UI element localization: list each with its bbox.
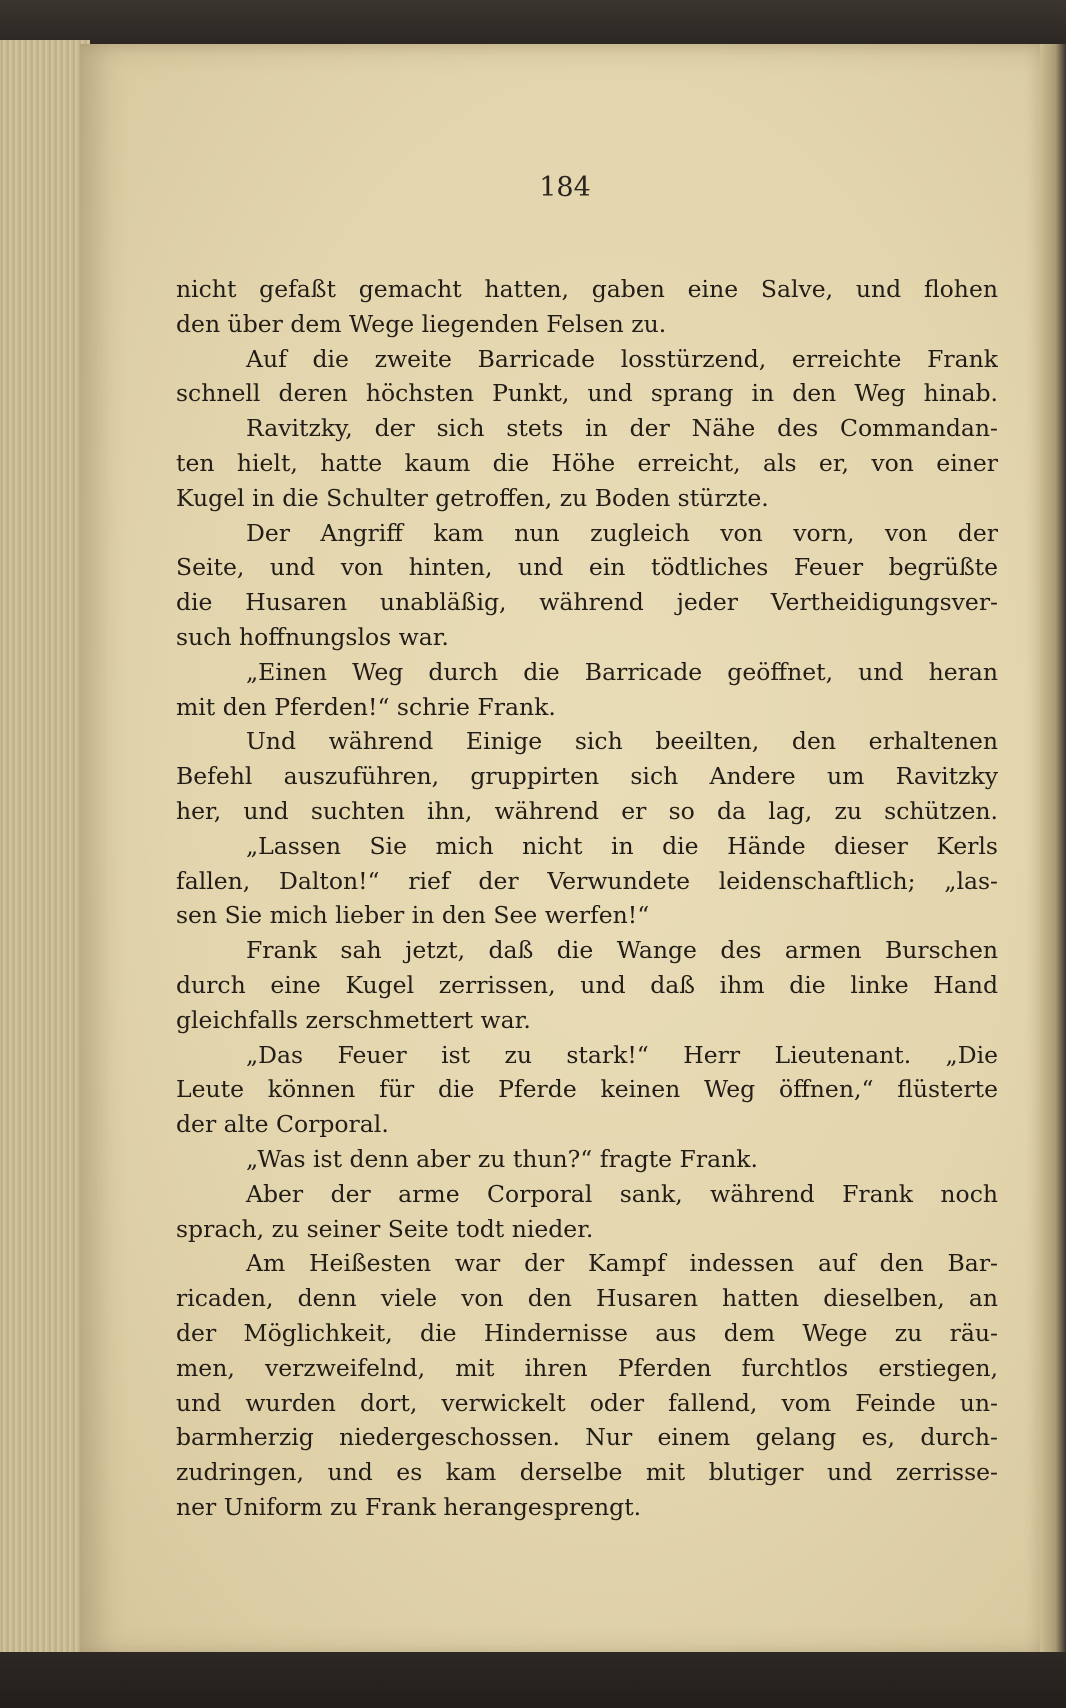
text-line: den über dem Wege liegenden Felsen zu.	[176, 309, 667, 338]
text-line: „Das Feuer ist zu stark!“ Herr Lieutenant. „Die	[246, 1040, 998, 1069]
text-line: such hoffnungslos war.	[176, 622, 449, 651]
text-line: der Möglichkeit, die Hindernisse aus dem Wege zu räu-	[176, 1318, 998, 1347]
text-line: Seite, und von hinten, und ein tödtliches Feuer begrüßte	[176, 553, 998, 582]
text-line: durch eine Kugel zerrissen, und daß ihm die linke Hand	[176, 970, 998, 999]
text-line: barmherzig niedergeschossen. Nur einem gelang es, durch-	[176, 1423, 998, 1452]
text-line: und wurden dort, verwickelt oder fallend, vom Feinde un-	[176, 1388, 998, 1417]
text-line: gleichfalls zerschmettert war.	[176, 1005, 531, 1034]
text-line: „Was ist denn aber zu thun?“ fragte Frank.	[246, 1144, 758, 1173]
text-line: Leute können für die Pferde keinen Weg öffnen,“ flüsterte	[176, 1075, 998, 1104]
text-line: schnell deren höchsten Punkt, und sprang in den Weg hinab.	[176, 379, 998, 408]
text-line: zudringen, und es kam derselbe mit blutiger und zerrisse-	[176, 1458, 998, 1487]
text-line: Ravitzky, der sich stets in der Nähe des Commandan-	[246, 414, 998, 443]
text-line: der alte Corporal.	[176, 1110, 389, 1139]
text-line: die Husaren unabläßig, während jeder Vertheidigungsver-	[176, 588, 998, 617]
text-line: „Einen Weg durch die Barricade geöffnet, und heran	[246, 657, 998, 686]
text-line: Am Heißesten war der Kampf indessen auf den Bar-	[246, 1249, 998, 1278]
text-line: her, und suchten ihn, während er so da lag, zu schützen.	[176, 796, 998, 825]
book-page	[80, 44, 1042, 1656]
text-line: Der Angriff kam nun zugleich von vorn, von der	[246, 518, 998, 547]
book-cover-top	[0, 0, 1066, 48]
text-line: fallen, Dalton!“ rief der Verwundete leidenschaftlich; „las-	[176, 866, 998, 895]
text-line: ricaden, denn viele von den Husaren hatten dieselben, an	[176, 1284, 998, 1313]
page-number: 184	[539, 172, 591, 203]
text-line: ner Uniform zu Frank herangesprengt.	[176, 1492, 642, 1521]
text-line: Frank sah jetzt, daß die Wange des armen Burschen	[246, 936, 998, 965]
page-stack-edge	[0, 40, 90, 1660]
book-cover-bottom	[0, 1652, 1066, 1708]
page-right-edge	[1040, 44, 1066, 1654]
text-line: Befehl auszuführen, gruppirten sich Andere um Ravitzky	[176, 762, 998, 791]
text-line: mit den Pferden!“ schrie Frank.	[176, 692, 556, 721]
text-line: men, verzweifelnd, mit ihren Pferden furchtlos erstiegen,	[176, 1353, 998, 1382]
text-line: Kugel in die Schulter getroffen, zu Boden stürzte.	[176, 483, 769, 512]
text-line: ten hielt, hatte kaum die Höhe erreicht, als er, von einer	[176, 448, 998, 477]
text-line: Auf die zweite Barricade losstürzend, erreichte Frank	[246, 344, 998, 373]
text-line: „Lassen Sie mich nicht in die Hände dieser Kerls	[246, 831, 998, 860]
text-line: nicht gefaßt gemacht hatten, gaben eine Salve, und flohen	[176, 275, 998, 303]
body-text	[176, 272, 998, 1525]
text-line: Und während Einige sich beeilten, den erhaltenen	[246, 727, 998, 756]
text-line: sprach, zu seiner Seite todt nieder.	[176, 1214, 594, 1243]
text-line: sen Sie mich lieber in den See werfen!“	[176, 901, 650, 930]
text-line: Aber der arme Corporal sank, während Frank noch	[246, 1179, 998, 1208]
